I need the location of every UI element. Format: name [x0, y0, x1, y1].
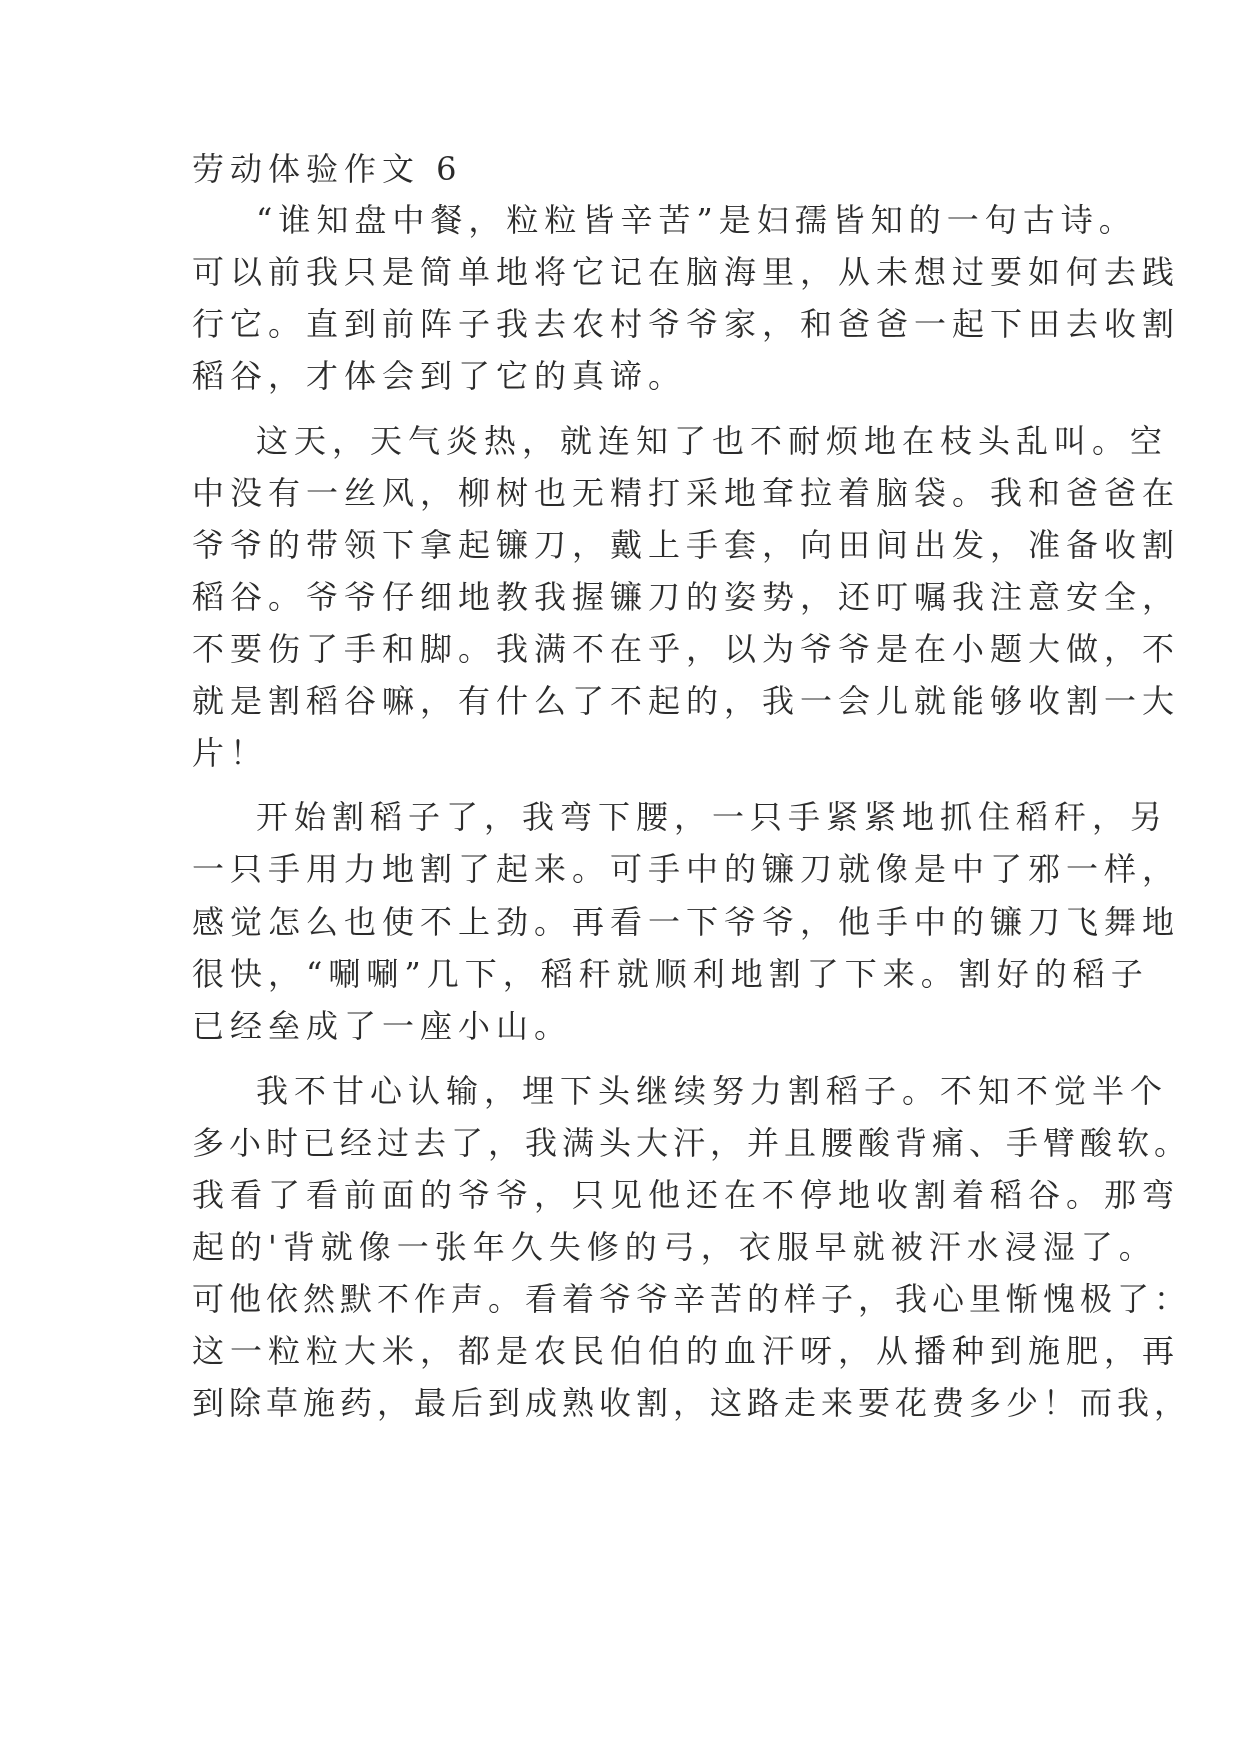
paragraph-line: 感觉怎么也使不上劲。再看一下爷爷，他手中的镰刀飞舞地 [192, 903, 1181, 941]
paragraph-line: 起的'背就像一张年久失修的弓，衣服早就被汗水浸湿了。 [192, 1228, 1157, 1266]
paragraph-line: 很快，“唰唰”几下，稻秆就顺利地割了下来。割好的稻子 [192, 955, 1149, 993]
paragraph-line: 不要伤了手和脚。我满不在乎，以为爷爷是在小题大做，不 [192, 630, 1181, 668]
paragraph-line: 中没有一丝风，柳树也无精打采地耷拉着脑袋。我和爸爸在 [192, 474, 1181, 512]
paragraph-line: 爷爷的带领下拿起镰刀，戴上手套，向田间出发，准备收割 [192, 526, 1181, 564]
paragraph-line: 一只手用力地割了起来。可手中的镰刀就像是中了邪一样， [192, 850, 1181, 888]
paragraph-line: 这一粒粒大米，都是农民伯伯的血汗呀，从播种到施肥，再 [192, 1332, 1181, 1370]
paragraph-line: 稻谷。爷爷仔细地教我握镰刀的姿势，还叮嘱我注意安全， [192, 578, 1181, 616]
paragraph-line: 到除草施药，最后到成熟收割，这路走来要花费多少！而我， [192, 1384, 1192, 1422]
paragraph-line: 我看了看前面的爷爷，只见他还在不停地收割着稻谷。那弯 [192, 1176, 1181, 1214]
paragraph-line: 行它。直到前阵子我去农村爷爷家，和爸爸一起下田去收割 [192, 305, 1181, 343]
paragraph-line: 这天，天气炎热，就连知了也不耐烦地在枝头乱叫。空 [256, 422, 1169, 460]
paragraph-line: 可他依然默不作声。看着爷爷辛苦的样子，我心里惭愧极了： [192, 1280, 1192, 1318]
paragraph-line: 片！ [192, 734, 269, 772]
document-title: 劳动体验作文 6 [192, 150, 463, 188]
paragraph-line: 可以前我只是简单地将它记在脑海里，从未想过要如何去践 [192, 253, 1181, 291]
paragraph-line: 开始割稻子了，我弯下腰，一只手紧紧地抓住稻秆，另 [256, 798, 1169, 836]
paragraph-line: 我不甘心认输，埋下头继续努力割稻子。不知不觉半个 [256, 1072, 1169, 1110]
paragraph-line: 就是割稻谷嘛，有什么了不起的，我一会儿就能够收割一大 [192, 682, 1181, 720]
paragraph-line: “谁知盘中餐，粒粒皆辛苦”是妇孺皆知的一句古诗。 [256, 201, 1137, 239]
paragraph-line: 多小时已经过去了，我满头大汗，并且腰酸背痛、手臂酸软。 [192, 1124, 1192, 1162]
paragraph-line: 稻谷，才体会到了它的真谛。 [192, 357, 687, 395]
paragraph-line: 已经垒成了一座小山。 [192, 1007, 573, 1045]
